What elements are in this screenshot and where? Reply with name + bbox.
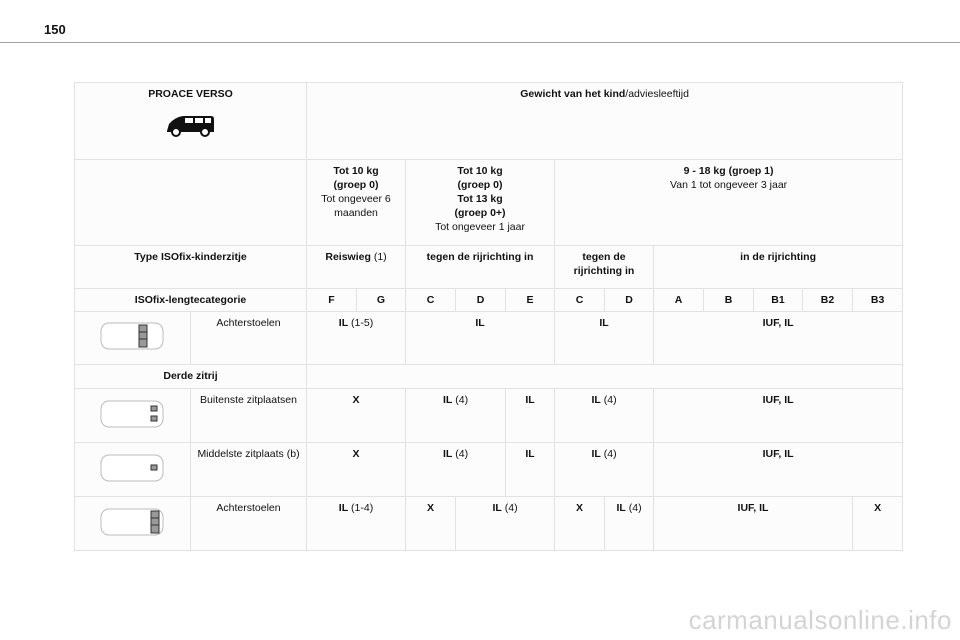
val: IL xyxy=(492,502,502,514)
row-label: Buitenste zitplaatsen xyxy=(200,394,297,406)
table-row xyxy=(75,443,903,497)
table-row xyxy=(75,389,903,443)
length-label: ISOfix-lengtecategorie xyxy=(134,294,247,306)
val: IL xyxy=(442,448,453,460)
car-top-outer-seats-icon xyxy=(99,397,167,431)
val: IL xyxy=(591,394,601,406)
weight-header-bold: Gewicht van het kind xyxy=(520,88,626,100)
val: X xyxy=(352,394,360,406)
cat: D xyxy=(625,294,633,306)
section-row xyxy=(75,365,903,389)
type-label: Type ISOfix-kinderzitje xyxy=(134,251,247,263)
val: X xyxy=(576,502,584,514)
header-rule xyxy=(0,42,960,43)
wt: (groep 0) xyxy=(333,179,379,191)
val-note: (4) xyxy=(600,394,617,406)
val: IL xyxy=(616,502,626,514)
weight-header-rest: /adviesleeftijd xyxy=(625,88,689,100)
weight-group-1 xyxy=(555,160,903,246)
cat: B1 xyxy=(771,294,785,306)
val-note: (1-4) xyxy=(348,502,374,514)
model-name: PROACE VERSO xyxy=(148,88,233,100)
val: IUF, IL xyxy=(737,502,769,514)
rear-facing: tegen de rijrichting in xyxy=(426,251,534,263)
val: IL xyxy=(525,448,535,460)
table-row xyxy=(75,497,903,551)
val: X xyxy=(352,448,360,460)
cat: F xyxy=(328,294,335,306)
watermark: carmanualsonline.info xyxy=(688,605,952,635)
page-number: 150 xyxy=(44,22,66,37)
cat: G xyxy=(376,294,386,306)
val: IL xyxy=(475,317,485,329)
row-label: Achterstoelen xyxy=(216,502,281,514)
cat: D xyxy=(476,294,485,306)
wt: Tot ongeveer 6 xyxy=(321,193,391,205)
wt: (groep 0) xyxy=(457,179,503,191)
cat: B xyxy=(724,294,733,306)
weight-group-0plus xyxy=(406,160,555,246)
val: X xyxy=(874,502,882,514)
van-icon xyxy=(165,113,217,139)
val-note: (4) xyxy=(452,448,469,460)
wt: 9 - 18 kg (groep 1) xyxy=(683,165,774,177)
reiswieg: Reiswieg xyxy=(325,251,371,263)
length-row xyxy=(75,289,903,312)
wt: Tot 10 kg xyxy=(333,165,379,177)
header-row xyxy=(75,83,903,160)
weight-group-0 xyxy=(307,160,406,246)
wt: (groep 0+) xyxy=(454,207,506,219)
val: IUF, IL xyxy=(762,317,794,329)
wt: Tot 10 kg xyxy=(457,165,503,177)
wt: Van 1 tot ongeveer 3 jaar xyxy=(670,179,788,191)
car-top-middle-seat-icon xyxy=(99,451,167,485)
wt: maanden xyxy=(334,207,378,219)
cat: B3 xyxy=(870,294,885,306)
cat: E xyxy=(526,294,534,306)
wt: Tot ongeveer 1 jaar xyxy=(435,221,525,233)
val: X xyxy=(427,502,435,514)
row-label: Achterstoelen xyxy=(216,317,281,329)
rear-facing-2: tegen de rijrichting in xyxy=(573,251,635,277)
section-label: Derde zitrij xyxy=(163,370,218,382)
cat: B2 xyxy=(820,294,835,306)
val: IL xyxy=(338,502,349,514)
val-note: (4) xyxy=(625,502,642,514)
reiswieg-note: (1) xyxy=(370,251,387,263)
val: IUF, IL xyxy=(762,394,794,406)
val: IL xyxy=(599,317,609,329)
val-note: (4) xyxy=(501,502,518,514)
weight-row xyxy=(75,160,903,246)
weight-header xyxy=(307,83,903,160)
row-label: Middelste zitplaats (b) xyxy=(197,448,300,460)
forward-facing: in de rijrichting xyxy=(740,251,817,263)
cat: C xyxy=(426,294,435,306)
cat: C xyxy=(575,294,584,306)
val: IL xyxy=(442,394,453,406)
val: IUF, IL xyxy=(762,448,794,460)
val: IL xyxy=(591,448,601,460)
type-row xyxy=(75,246,903,289)
empty-cell xyxy=(75,160,307,246)
table-row xyxy=(75,312,903,365)
cat: A xyxy=(674,294,683,306)
model-cell xyxy=(75,83,307,160)
val: IL xyxy=(338,317,349,329)
val-note: (4) xyxy=(452,394,469,406)
val-note: (1-5) xyxy=(348,317,374,329)
val-note: (4) xyxy=(600,448,617,460)
car-top-rear-seats-icon xyxy=(99,319,167,353)
car-top-third-row-icon xyxy=(99,505,167,539)
wt: Tot 13 kg xyxy=(457,193,503,205)
isofix-table xyxy=(74,82,903,551)
val: IL xyxy=(525,394,535,406)
